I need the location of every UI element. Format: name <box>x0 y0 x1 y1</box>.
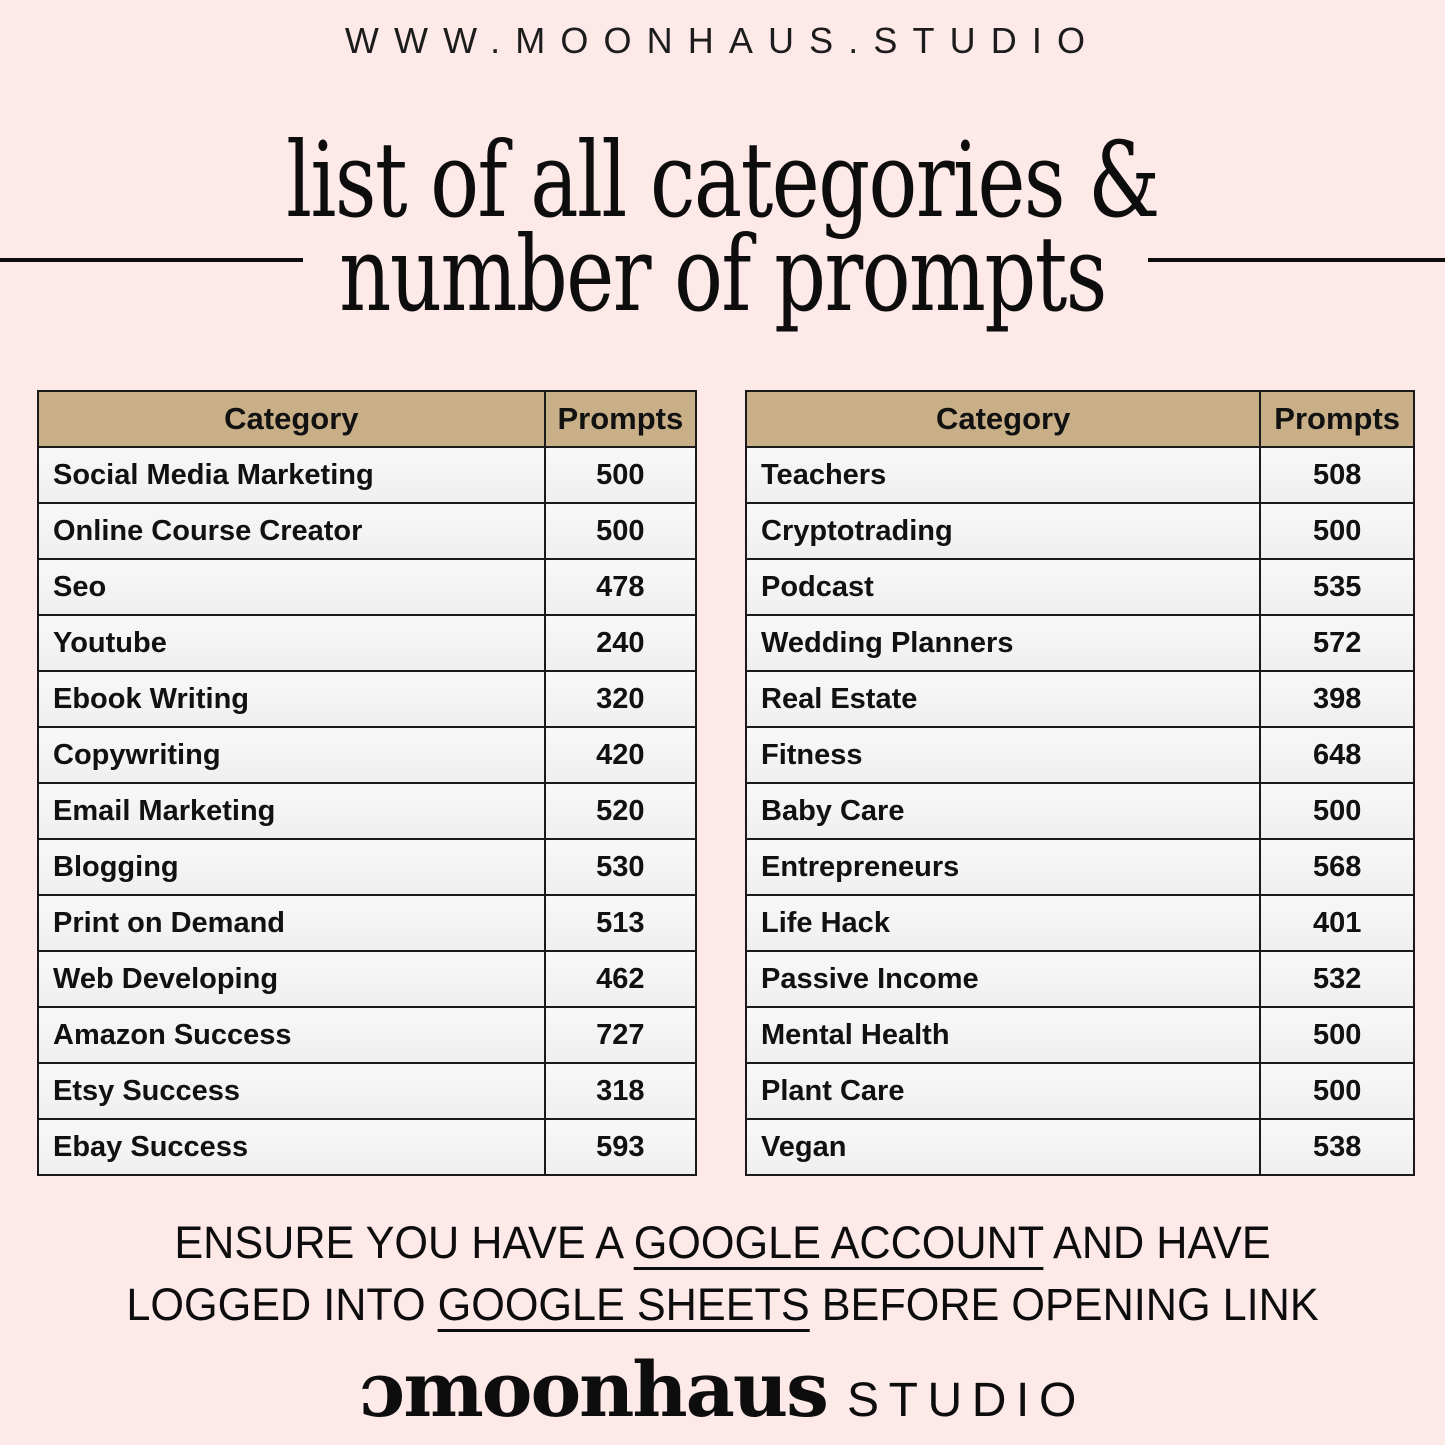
category-cell: Life Hack <box>746 895 1260 951</box>
table-row <box>38 895 696 951</box>
category-cell: Wedding Planners <box>746 615 1260 671</box>
prompts-cell: 568 <box>1260 839 1414 895</box>
prompts-cell: 513 <box>545 895 696 951</box>
table-header-row <box>746 391 1414 447</box>
underlined-text: GOOGLE ACCOUNT <box>633 1217 1044 1268</box>
prompts-cell: 572 <box>1260 615 1414 671</box>
category-cell: Mental Health <box>746 1007 1260 1063</box>
table-row <box>746 503 1414 559</box>
brand-wordmark <box>359 1345 827 1434</box>
prompts-cell: 532 <box>1260 951 1414 1007</box>
category-cell: Online Course Creator <box>38 503 545 559</box>
decorative-line-right <box>1148 258 1445 262</box>
table-row <box>38 951 696 1007</box>
category-table-right <box>745 390 1415 1176</box>
prompts-cell: 462 <box>545 951 696 1007</box>
prompts-cell: 538 <box>1260 1119 1414 1175</box>
table-row <box>38 615 696 671</box>
category-cell: Copywriting <box>38 727 545 783</box>
table-row <box>746 1007 1414 1063</box>
note-text: LOGGED INTO <box>126 1279 438 1330</box>
prompts-cell: 420 <box>545 727 696 783</box>
column-header-prompts: Prompts <box>545 391 696 447</box>
table-row <box>38 1119 696 1175</box>
footer-note-line2 <box>29 1274 1416 1336</box>
prompts-cell: 648 <box>1260 727 1414 783</box>
category-cell: Seo <box>38 559 545 615</box>
table-row <box>38 727 696 783</box>
prompts-cell: 500 <box>1260 1007 1414 1063</box>
category-cell: Plant Care <box>746 1063 1260 1119</box>
category-cell: Baby Care <box>746 783 1260 839</box>
crescent-moon-icon: ɔ <box>359 1345 404 1434</box>
prompts-cell: 478 <box>545 559 696 615</box>
table-row <box>38 503 696 559</box>
category-cell: Print on Demand <box>38 895 545 951</box>
prompts-cell: 500 <box>545 503 696 559</box>
category-cell: Blogging <box>38 839 545 895</box>
prompts-cell: 240 <box>545 615 696 671</box>
category-cell: Etsy Success <box>38 1063 545 1119</box>
category-cell: Email Marketing <box>38 783 545 839</box>
table-header-row <box>38 391 696 447</box>
prompts-cell: 401 <box>1260 895 1414 951</box>
table-row <box>746 783 1414 839</box>
prompts-cell: 520 <box>545 783 696 839</box>
prompts-cell: 727 <box>545 1007 696 1063</box>
page-title-line1: list of all categories & <box>286 119 1159 241</box>
table-row <box>38 447 696 503</box>
table-row <box>746 615 1414 671</box>
column-header-category: Category <box>38 391 545 447</box>
prompts-cell: 535 <box>1260 559 1414 615</box>
column-header-prompts: Prompts <box>1260 391 1414 447</box>
category-cell: Amazon Success <box>38 1007 545 1063</box>
note-text: AND HAVE <box>1043 1217 1271 1268</box>
table-row <box>746 1063 1414 1119</box>
prompts-cell: 500 <box>545 447 696 503</box>
category-cell: Vegan <box>746 1119 1260 1175</box>
prompts-cell: 508 <box>1260 447 1414 503</box>
decorative-line-left <box>0 258 303 262</box>
category-cell: Web Developing <box>38 951 545 1007</box>
prompts-cell: 320 <box>545 671 696 727</box>
table-row <box>746 1119 1414 1175</box>
column-header-category: Category <box>746 391 1260 447</box>
prompts-cell: 593 <box>545 1119 696 1175</box>
category-cell: Youtube <box>38 615 545 671</box>
note-text: ENSURE YOU HAVE A <box>174 1217 634 1268</box>
brand-name: moonhaus <box>403 1345 827 1434</box>
table-row <box>38 1007 696 1063</box>
footer-note-line1 <box>29 1212 1416 1274</box>
category-cell: Cryptotrading <box>746 503 1260 559</box>
prompts-cell: 500 <box>1260 1063 1414 1119</box>
brand-logo <box>0 1345 1445 1434</box>
category-cell: Passive Income <box>746 951 1260 1007</box>
prompts-cell: 500 <box>1260 783 1414 839</box>
category-cell: Fitness <box>746 727 1260 783</box>
table-row <box>746 671 1414 727</box>
prompts-cell: 500 <box>1260 503 1414 559</box>
table-row <box>38 839 696 895</box>
brand-suffix: STUDIO <box>846 1374 1086 1427</box>
category-table-left <box>37 390 697 1176</box>
prompts-cell: 530 <box>545 839 696 895</box>
underlined-text: GOOGLE SHEETS <box>437 1279 810 1330</box>
category-cell: Podcast <box>746 559 1260 615</box>
footer-note <box>29 1212 1416 1336</box>
table-row <box>746 839 1414 895</box>
category-cell: Real Estate <box>746 671 1260 727</box>
table-row <box>38 1063 696 1119</box>
table-row <box>746 727 1414 783</box>
category-cell: Ebay Success <box>38 1119 545 1175</box>
website-url: WWW.MOONHAUS.STUDIO <box>344 20 1101 61</box>
prompts-cell: 318 <box>545 1063 696 1119</box>
table-row <box>746 951 1414 1007</box>
category-cell: Entrepreneurs <box>746 839 1260 895</box>
category-cell: Ebook Writing <box>38 671 545 727</box>
table-row <box>38 783 696 839</box>
category-cell: Social Media Marketing <box>38 447 545 503</box>
note-text: BEFORE OPENING LINK <box>809 1279 1319 1330</box>
page-title-line2: number of prompts <box>339 213 1106 335</box>
table-row <box>746 895 1414 951</box>
prompts-cell: 398 <box>1260 671 1414 727</box>
table-row <box>38 559 696 615</box>
table-row <box>746 559 1414 615</box>
category-cell: Teachers <box>746 447 1260 503</box>
table-row <box>746 447 1414 503</box>
table-row <box>38 671 696 727</box>
